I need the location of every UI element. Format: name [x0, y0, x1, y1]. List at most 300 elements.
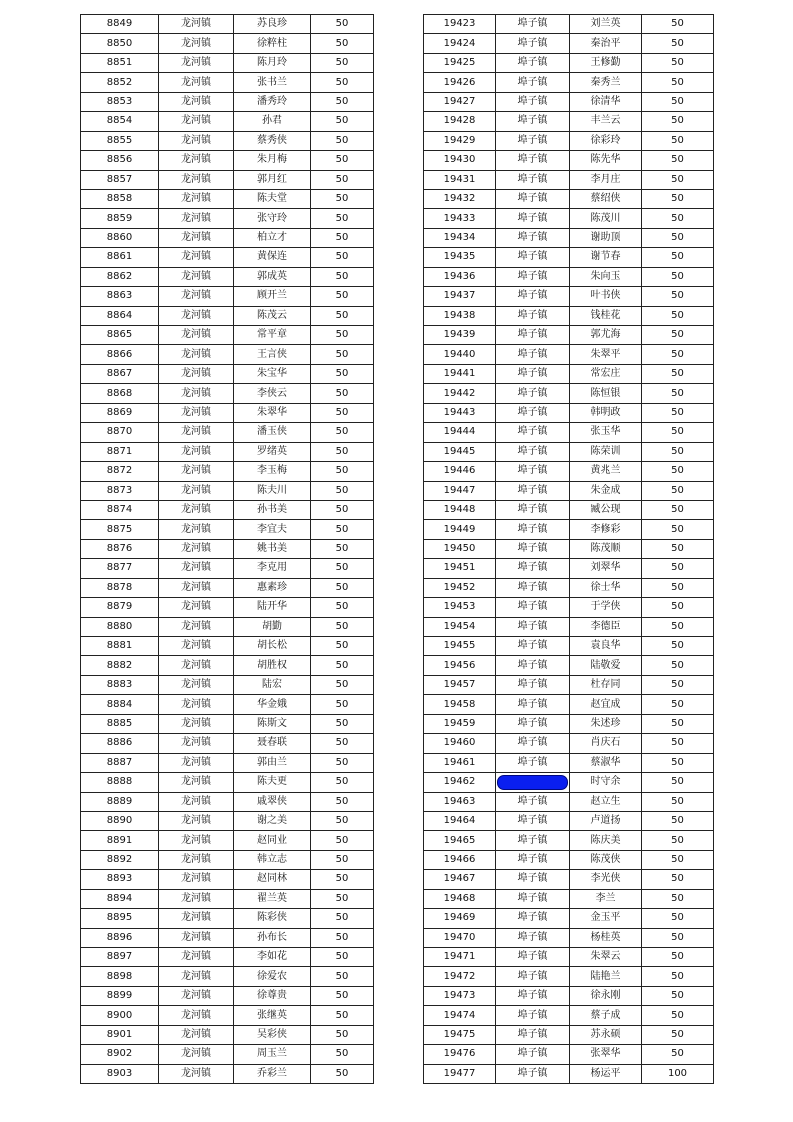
cell-text: 50	[335, 737, 349, 749]
cell-text: 于学侠	[590, 601, 621, 613]
table-row	[424, 773, 714, 792]
cell-text: 埠子镇	[517, 640, 548, 652]
cell-text: 徐尊贵	[257, 990, 287, 1002]
table-row	[81, 384, 374, 403]
table-row	[424, 442, 714, 461]
cell-text: 8850	[106, 37, 133, 49]
amount-cell	[311, 986, 374, 1005]
cell-text: 19458	[443, 698, 476, 710]
town-cell	[159, 15, 234, 34]
id-cell	[81, 151, 159, 170]
table-row	[424, 403, 714, 422]
id-cell	[424, 53, 496, 72]
cell-text: 50	[335, 1009, 349, 1021]
cell-text: 龙河镇	[181, 1048, 211, 1060]
cell-text: 50	[671, 776, 684, 788]
id-cell	[424, 73, 496, 92]
name-cell	[570, 598, 642, 617]
cell-text: 徐爱农	[257, 970, 287, 982]
name-cell	[234, 462, 311, 481]
cell-text: 50	[671, 115, 684, 127]
name-cell	[570, 850, 642, 869]
cell-text: 徐彩玲	[590, 134, 621, 146]
amount-cell	[642, 34, 714, 53]
cell-text: 陈夫川	[257, 484, 287, 496]
cell-text: 李兰	[595, 892, 616, 904]
table-row	[81, 656, 374, 675]
cell-text: 8855	[106, 134, 133, 146]
cell-text: 埠子镇	[517, 795, 548, 807]
id-cell	[424, 675, 496, 694]
name-cell	[570, 267, 642, 286]
cell-text: 埠子镇	[517, 601, 548, 613]
name-cell	[570, 539, 642, 558]
cell-text: 苏永硕	[590, 1028, 621, 1040]
cell-text: 龙河镇	[181, 232, 211, 244]
name-cell	[570, 695, 642, 714]
cell-text: 龙河镇	[181, 659, 211, 671]
name-cell	[570, 15, 642, 34]
cell-text: 龙河镇	[181, 562, 211, 574]
table-row	[424, 850, 714, 869]
cell-text: 50	[671, 37, 684, 49]
cell-text: 李月庄	[590, 173, 621, 185]
table-row	[81, 209, 374, 228]
amount-cell	[642, 578, 714, 597]
cell-text: 龙河镇	[181, 37, 211, 49]
cell-text: 50	[671, 232, 684, 244]
table-row	[424, 73, 714, 92]
cell-text: 陈茂侠	[590, 854, 621, 866]
cell-text: 19440	[443, 348, 476, 360]
town-cell	[159, 695, 234, 714]
id-cell	[424, 695, 496, 714]
cell-text: 华金娥	[257, 698, 287, 710]
cell-text: 李修彩	[590, 523, 621, 535]
id-cell	[81, 656, 159, 675]
town-cell	[159, 423, 234, 442]
cell-text: 郭由兰	[257, 756, 287, 768]
cell-text: 19445	[443, 445, 476, 457]
cell-text: 龙河镇	[181, 912, 211, 924]
cell-text: 龙河镇	[181, 76, 211, 88]
name-cell	[570, 209, 642, 228]
table-row	[424, 384, 714, 403]
amount-cell	[311, 15, 374, 34]
table-row	[424, 53, 714, 72]
town-cell	[496, 889, 570, 908]
name-cell	[234, 559, 311, 578]
cell-text: 50	[671, 309, 684, 321]
table-row	[424, 112, 714, 131]
cell-text: 50	[335, 834, 349, 846]
table-row	[424, 598, 714, 617]
cell-text: 朱翠云	[590, 951, 621, 963]
cell-text: 19475	[443, 1028, 476, 1040]
amount-cell	[642, 15, 714, 34]
amount-cell	[311, 1045, 374, 1064]
table-row	[81, 889, 374, 908]
cell-text: 潘秀玲	[257, 95, 287, 107]
cell-text: 惠素珍	[257, 581, 287, 593]
cell-text: 8866	[106, 348, 133, 360]
amount-cell	[642, 131, 714, 150]
cell-text: 杨运平	[590, 1067, 621, 1079]
cell-text: 8895	[106, 912, 133, 924]
amount-cell	[311, 34, 374, 53]
town-cell	[159, 656, 234, 675]
id-cell	[424, 889, 496, 908]
cell-text: 臧公现	[590, 504, 621, 516]
name-cell	[570, 734, 642, 753]
cell-text: 8891	[106, 834, 133, 846]
cell-text: 埠子镇	[517, 1009, 548, 1021]
cell-text: 50	[671, 57, 684, 69]
cell-text: 19453	[443, 601, 476, 613]
name-cell	[570, 500, 642, 519]
cell-text: 李德臣	[590, 620, 621, 632]
cell-text: 埠子镇	[517, 717, 548, 729]
town-cell	[496, 811, 570, 830]
town-cell	[496, 500, 570, 519]
amount-cell	[642, 112, 714, 131]
name-cell	[570, 228, 642, 247]
id-cell	[81, 578, 159, 597]
amount-cell	[642, 714, 714, 733]
cell-text: 8869	[106, 406, 133, 418]
town-cell	[159, 928, 234, 947]
name-cell	[234, 287, 311, 306]
cell-text: 19439	[443, 329, 476, 341]
table-row	[424, 714, 714, 733]
cell-text: 19450	[443, 543, 476, 555]
cell-text: 罗绪英	[257, 445, 287, 457]
table-row	[81, 326, 374, 345]
town-cell	[159, 870, 234, 889]
cell-text: 50	[671, 581, 684, 593]
name-cell	[234, 734, 311, 753]
cell-text: 50	[671, 951, 684, 963]
cell-text: 8858	[106, 193, 133, 205]
amount-cell	[642, 831, 714, 850]
name-cell	[234, 617, 311, 636]
id-cell	[424, 151, 496, 170]
cell-text: 8854	[106, 115, 133, 127]
town-cell	[496, 1045, 570, 1064]
amount-cell	[642, 559, 714, 578]
table-row	[424, 306, 714, 325]
cell-text: 赵立生	[590, 795, 621, 807]
id-cell	[81, 423, 159, 442]
name-cell	[234, 1064, 311, 1083]
town-cell	[159, 53, 234, 72]
cell-text: 50	[335, 795, 349, 807]
cell-text: 聂春联	[257, 737, 287, 749]
name-cell	[234, 811, 311, 830]
amount-cell	[642, 384, 714, 403]
cell-text: 50	[671, 970, 684, 982]
table-row	[424, 1045, 714, 1064]
amount-cell	[642, 850, 714, 869]
cell-text: 埠子镇	[517, 154, 548, 166]
cell-text: 蔡子成	[590, 1009, 621, 1021]
id-cell	[424, 967, 496, 986]
cell-text: 龙河镇	[181, 1009, 211, 1021]
id-cell	[81, 520, 159, 539]
cell-text: 50	[671, 504, 684, 516]
cell-text: 50	[335, 387, 349, 399]
table-row	[81, 228, 374, 247]
cell-text: 李克用	[257, 562, 287, 574]
cell-text: 50	[671, 1028, 684, 1040]
town-cell	[159, 811, 234, 830]
cell-text: 8901	[106, 1028, 133, 1040]
amount-cell	[642, 1064, 714, 1083]
cell-text: 杨桂英	[590, 931, 621, 943]
amount-cell	[311, 773, 374, 792]
cell-text: 朱宝华	[257, 368, 287, 380]
name-cell	[234, 267, 311, 286]
cell-text: 埠子镇	[517, 892, 548, 904]
cell-text: 秦秀兰	[590, 76, 621, 88]
cell-text: 19447	[443, 484, 476, 496]
town-cell	[159, 267, 234, 286]
town-cell	[159, 753, 234, 772]
table-row	[424, 326, 714, 345]
cell-text: 埠子镇	[517, 37, 548, 49]
cell-text: 韩明政	[590, 406, 621, 418]
id-cell	[81, 967, 159, 986]
table-row	[424, 228, 714, 247]
amount-cell	[311, 306, 374, 325]
cell-text: 50	[671, 640, 684, 652]
table-row	[81, 403, 374, 422]
table-row	[81, 189, 374, 208]
cell-text: 50	[335, 290, 349, 302]
cell-text: 刘翠华	[590, 562, 621, 574]
table-row	[424, 831, 714, 850]
cell-text: 19476	[443, 1048, 476, 1060]
id-cell	[424, 928, 496, 947]
town-cell	[496, 34, 570, 53]
cell-text: 50	[335, 854, 349, 866]
name-cell	[234, 1006, 311, 1025]
name-cell	[570, 423, 642, 442]
cell-text: 50	[335, 679, 349, 691]
table-row	[81, 909, 374, 928]
id-cell	[81, 928, 159, 947]
cell-text: 袁良华	[590, 640, 621, 652]
table-row	[424, 675, 714, 694]
table-row	[424, 287, 714, 306]
cell-text: 埠子镇	[517, 523, 548, 535]
amount-cell	[642, 539, 714, 558]
amount-cell	[311, 481, 374, 500]
cell-text: 8892	[106, 854, 133, 866]
table-row	[424, 870, 714, 889]
cell-text: 19441	[443, 368, 476, 380]
cell-text: 潘玉侠	[257, 426, 287, 438]
cell-text: 8876	[106, 543, 133, 555]
name-cell	[570, 1045, 642, 1064]
cell-text: 50	[335, 37, 349, 49]
cell-text: 50	[335, 543, 349, 555]
id-cell	[424, 773, 496, 792]
cell-text: 50	[671, 795, 684, 807]
town-cell	[159, 248, 234, 267]
id-cell	[424, 792, 496, 811]
amount-cell	[311, 170, 374, 189]
cell-text: 8874	[106, 504, 133, 516]
cell-text: 50	[335, 951, 349, 963]
cell-text: 龙河镇	[181, 776, 211, 788]
town-cell	[159, 539, 234, 558]
name-cell	[234, 520, 311, 539]
table-row	[81, 112, 374, 131]
town-cell	[159, 131, 234, 150]
name-cell	[570, 92, 642, 111]
table-row	[424, 1006, 714, 1025]
cell-text: 秦治平	[590, 37, 621, 49]
cell-text: 50	[335, 873, 349, 885]
town-cell	[496, 734, 570, 753]
name-cell	[234, 481, 311, 500]
cell-text: 朱翠华	[257, 406, 287, 418]
town-cell	[496, 209, 570, 228]
id-cell	[424, 326, 496, 345]
id-cell	[81, 92, 159, 111]
town-cell	[159, 889, 234, 908]
cell-text: 19473	[443, 990, 476, 1002]
id-cell	[81, 228, 159, 247]
amount-cell	[311, 151, 374, 170]
cell-text: 19459	[443, 717, 476, 729]
cell-text: 8893	[106, 873, 133, 885]
table-row	[424, 151, 714, 170]
cell-text: 埠子镇	[517, 504, 548, 516]
id-cell	[81, 948, 159, 967]
name-cell	[234, 15, 311, 34]
cell-text: 龙河镇	[181, 640, 211, 652]
table-row	[424, 539, 714, 558]
cell-text: 胡胜权	[257, 659, 287, 671]
id-cell	[81, 326, 159, 345]
id-cell	[81, 637, 159, 656]
cell-text: 50	[335, 212, 349, 224]
amount-cell	[311, 423, 374, 442]
name-cell	[234, 306, 311, 325]
town-cell	[496, 850, 570, 869]
id-cell	[424, 403, 496, 422]
id-cell	[424, 909, 496, 928]
amount-cell	[642, 248, 714, 267]
table-row	[424, 248, 714, 267]
town-cell	[496, 15, 570, 34]
amount-cell	[642, 228, 714, 247]
amount-cell	[642, 73, 714, 92]
cell-text: 埠子镇	[517, 737, 548, 749]
cell-text: 8859	[106, 212, 133, 224]
cell-text: 埠子镇	[517, 1048, 548, 1060]
name-cell	[570, 364, 642, 383]
table-row	[81, 753, 374, 772]
cell-text: 龙河镇	[181, 290, 211, 302]
cell-text: 埠子镇	[517, 368, 548, 380]
cell-text: 陈斯文	[257, 717, 287, 729]
table-row	[424, 1025, 714, 1044]
town-cell	[496, 73, 570, 92]
amount-cell	[642, 792, 714, 811]
cell-text: 龙河镇	[181, 854, 211, 866]
cell-text: 19438	[443, 309, 476, 321]
table-row	[81, 34, 374, 53]
town-cell	[159, 92, 234, 111]
cell-text: 50	[671, 620, 684, 632]
town-cell	[159, 598, 234, 617]
amount-cell	[642, 889, 714, 908]
cell-text: 苏良珍	[257, 18, 287, 30]
cell-text: 19451	[443, 562, 476, 574]
cell-text: 埠子镇	[517, 270, 548, 282]
amount-cell	[642, 189, 714, 208]
table-row	[424, 637, 714, 656]
cell-text: 8861	[106, 251, 133, 263]
cell-text: 19432	[443, 193, 476, 205]
table-row	[81, 151, 374, 170]
cell-text: 埠子镇	[517, 834, 548, 846]
cell-text: 19426	[443, 76, 476, 88]
name-cell	[570, 656, 642, 675]
name-cell	[234, 753, 311, 772]
name-cell	[234, 345, 311, 364]
cell-text: 50	[335, 970, 349, 982]
cell-text: 50	[335, 134, 349, 146]
id-cell	[424, 112, 496, 131]
cell-text: 李玉梅	[257, 465, 287, 477]
cell-text: 50	[335, 581, 349, 593]
cell-text: 埠子镇	[517, 931, 548, 943]
cell-text: 孙书美	[257, 504, 287, 516]
table-row	[424, 520, 714, 539]
cell-text: 8890	[106, 815, 133, 827]
cell-text: 韩立志	[257, 854, 287, 866]
cell-text: 蔡绍侠	[590, 193, 621, 205]
cell-text: 龙河镇	[181, 173, 211, 185]
town-cell	[496, 112, 570, 131]
id-cell	[81, 675, 159, 694]
cell-text: 19460	[443, 737, 476, 749]
cell-text: 刘兰英	[590, 18, 621, 30]
cell-text: 埠子镇	[517, 873, 548, 885]
amount-cell	[311, 675, 374, 694]
cell-text: 19466	[443, 854, 476, 866]
name-cell	[570, 831, 642, 850]
town-cell	[496, 986, 570, 1005]
id-cell	[424, 481, 496, 500]
cell-text: 龙河镇	[181, 523, 211, 535]
town-cell	[159, 1064, 234, 1083]
id-cell	[424, 462, 496, 481]
town-cell	[159, 384, 234, 403]
id-cell	[424, 539, 496, 558]
amount-cell	[311, 248, 374, 267]
table-row	[424, 792, 714, 811]
cell-text: 蔡淑华	[590, 756, 621, 768]
id-cell	[424, 617, 496, 636]
name-cell	[234, 637, 311, 656]
name-cell	[570, 384, 642, 403]
amount-cell	[311, 462, 374, 481]
